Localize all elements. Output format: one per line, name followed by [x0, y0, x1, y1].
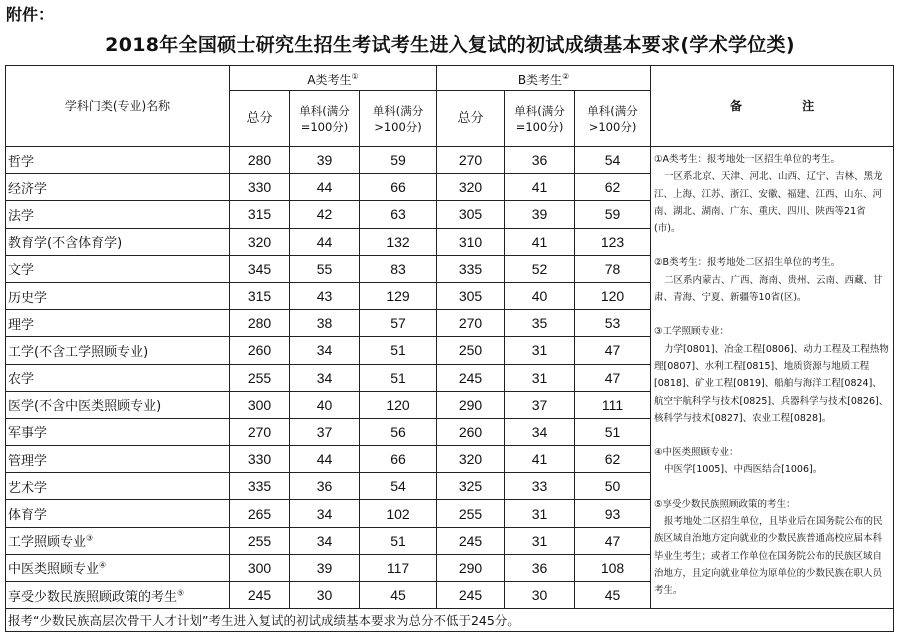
score-a-total: 260 [230, 337, 290, 364]
remark-4: ④中医类照顾专业： 中医学[1005]、中西医结合[1006]。 [654, 447, 823, 476]
score-a-s100: 39 [290, 147, 360, 174]
score-b-total: 245 [437, 582, 505, 609]
table-row [6, 147, 894, 174]
score-a-total: 280 [230, 310, 290, 337]
score-a-total: 245 [230, 582, 290, 609]
score-a-sgt100: 129 [360, 282, 437, 309]
score-b-total: 270 [437, 310, 505, 337]
score-table [5, 65, 894, 632]
header-a-single-100: 单科(满分=100分) [290, 91, 360, 147]
score-b-total: 320 [437, 446, 505, 473]
score-a-sgt100: 132 [360, 228, 437, 255]
subject-name: 中医类照顾专业 [8, 562, 100, 578]
score-b-s100: 37 [505, 391, 575, 418]
subject-name: 哲学 [8, 154, 35, 170]
remark-3: ③工学照顾专业： 力学[0801]、冶金工程[0806]、动力工程及工程热物理[0807]、水利工程[0815]、地质资源与地质工程[0818]、矿业工程[0819]、船舶与海洋工程[0824]、航空宇航科学与技术[0825]、兵器科学与技术[0826]、核科学与技术[0827]、农业工程[0828]。 [654, 326, 889, 424]
score-b-total: 310 [437, 228, 505, 255]
score-b-sgt100: 47 [575, 527, 651, 554]
score-a-sgt100: 102 [360, 500, 437, 527]
score-a-sgt100: 45 [360, 582, 437, 609]
score-a-total: 270 [230, 418, 290, 445]
subject-note-mark: ④ [99, 561, 107, 571]
score-b-total: 270 [437, 147, 505, 174]
score-b-total: 245 [437, 364, 505, 391]
score-b-s100: 41 [505, 228, 575, 255]
score-a-s100: 42 [290, 201, 360, 228]
header-a-total: 总分 [230, 91, 290, 147]
score-a-s100: 40 [290, 391, 360, 418]
score-b-total: 250 [437, 337, 505, 364]
score-b-total: 260 [437, 418, 505, 445]
header-b-single-gt100: 单科(满分>100分) [575, 91, 651, 147]
subject-name: 工学照顾专业 [8, 535, 87, 551]
subject-name: 医学(不含中医类照顾专业) [8, 399, 162, 415]
score-b-total: 325 [437, 473, 505, 500]
subject-cell [6, 255, 230, 282]
score-b-total: 290 [437, 391, 505, 418]
score-b-s100: 41 [505, 446, 575, 473]
score-b-sgt100: 54 [575, 147, 651, 174]
score-a-sgt100: 51 [360, 527, 437, 554]
score-a-total: 330 [230, 446, 290, 473]
score-b-total: 305 [437, 201, 505, 228]
subject-cell [6, 364, 230, 391]
score-a-s100: 34 [290, 527, 360, 554]
subject-name: 教育学(不含体育学) [8, 236, 123, 252]
subject-name: 经济学 [8, 181, 48, 197]
score-a-sgt100: 83 [360, 255, 437, 282]
subject-cell [6, 527, 230, 554]
header-remarks: 备 注 [651, 66, 894, 147]
score-a-sgt100: 66 [360, 446, 437, 473]
header-a-single-gt100: 单科(满分>100分) [360, 91, 437, 147]
subject-cell [6, 582, 230, 609]
subject-cell [6, 391, 230, 418]
subject-cell [6, 174, 230, 201]
subject-name: 农学 [8, 372, 35, 388]
score-b-total: 245 [437, 527, 505, 554]
score-b-s100: 33 [505, 473, 575, 500]
subject-name: 管理学 [8, 453, 48, 469]
subject-name: 工学(不含工学照顾专业) [8, 344, 149, 360]
subject-name: 艺术学 [8, 480, 48, 496]
score-a-total: 345 [230, 255, 290, 282]
score-b-s100: 40 [505, 282, 575, 309]
score-b-total: 320 [437, 174, 505, 201]
score-b-sgt100: 62 [575, 174, 651, 201]
score-b-total: 255 [437, 500, 505, 527]
score-a-s100: 44 [290, 174, 360, 201]
subject-cell [6, 337, 230, 364]
score-a-s100: 34 [290, 364, 360, 391]
score-b-s100: 36 [505, 554, 575, 581]
header-group-b: B类考生② [437, 66, 651, 91]
score-b-s100: 35 [505, 310, 575, 337]
remarks-panel [651, 147, 894, 609]
subject-name: 军事学 [8, 426, 48, 442]
subject-name: 文学 [8, 263, 35, 279]
score-a-s100: 39 [290, 554, 360, 581]
score-a-total: 315 [230, 201, 290, 228]
score-a-s100: 55 [290, 255, 360, 282]
score-a-sgt100: 51 [360, 364, 437, 391]
subject-cell [6, 473, 230, 500]
score-a-total: 280 [230, 147, 290, 174]
score-a-s100: 34 [290, 500, 360, 527]
score-b-s100: 31 [505, 527, 575, 554]
score-a-sgt100: 66 [360, 174, 437, 201]
score-a-total: 255 [230, 527, 290, 554]
score-b-sgt100: 111 [575, 391, 651, 418]
header-subject: 学科门类(专业)名称 [6, 66, 230, 147]
header-b-total: 总分 [437, 91, 505, 147]
score-a-total: 330 [230, 174, 290, 201]
subject-name: 理学 [8, 317, 35, 333]
score-b-s100: 41 [505, 174, 575, 201]
score-a-s100: 37 [290, 418, 360, 445]
score-b-sgt100: 53 [575, 310, 651, 337]
subject-note-mark: ⑤ [177, 588, 185, 598]
score-a-total: 335 [230, 473, 290, 500]
remark-5: ⑤享受少数民族照顾政策的考生： 报考地处二区招生单位，且毕业后在国务院公布的民族区域自治地方定向就业的少数民族普通高校应届本科毕业生考生；或者工作单位在国务院公布的民族区域自治地方，且定向就业单位为原单位的少数民族在职人员考生。 [654, 498, 883, 597]
subject-cell [6, 228, 230, 255]
subject-name: 享受少数民族照顾政策的考生 [8, 589, 178, 605]
score-a-sgt100: 51 [360, 337, 437, 364]
score-b-sgt100: 93 [575, 500, 651, 527]
score-b-s100: 36 [505, 147, 575, 174]
score-a-sgt100: 56 [360, 418, 437, 445]
score-a-sgt100: 54 [360, 473, 437, 500]
score-b-sgt100: 120 [575, 282, 651, 309]
subject-cell [6, 282, 230, 309]
score-a-sgt100: 63 [360, 201, 437, 228]
score-b-total: 305 [437, 282, 505, 309]
score-a-total: 315 [230, 282, 290, 309]
attachment-label: 附件： [6, 5, 55, 24]
score-b-sgt100: 45 [575, 582, 651, 609]
subject-name: 历史学 [8, 290, 48, 306]
score-b-total: 290 [437, 554, 505, 581]
score-a-s100: 44 [290, 228, 360, 255]
score-a-s100: 36 [290, 473, 360, 500]
page-title: 2018年全国硕士研究生招生考试考生进入复试的初试成绩基本要求(学术学位类) [105, 34, 795, 56]
score-a-total: 255 [230, 364, 290, 391]
header-b-single-100: 单科(满分=100分) [505, 91, 575, 147]
score-a-s100: 30 [290, 582, 360, 609]
score-a-sgt100: 59 [360, 147, 437, 174]
subject-cell [6, 310, 230, 337]
score-a-sgt100: 117 [360, 554, 437, 581]
score-b-s100: 39 [505, 201, 575, 228]
subject-cell [6, 446, 230, 473]
score-b-s100: 31 [505, 500, 575, 527]
score-a-s100: 38 [290, 310, 360, 337]
score-a-sgt100: 120 [360, 391, 437, 418]
subject-name: 体育学 [8, 508, 48, 524]
score-b-sgt100: 78 [575, 255, 651, 282]
score-b-sgt100: 62 [575, 446, 651, 473]
score-a-total: 300 [230, 554, 290, 581]
subject-cell [6, 147, 230, 174]
score-a-s100: 34 [290, 337, 360, 364]
subject-cell [6, 201, 230, 228]
score-b-sgt100: 59 [575, 201, 651, 228]
score-b-sgt100: 51 [575, 418, 651, 445]
subject-cell [6, 554, 230, 581]
score-a-sgt100: 57 [360, 310, 437, 337]
score-b-s100: 30 [505, 582, 575, 609]
score-b-total: 335 [437, 255, 505, 282]
score-b-s100: 34 [505, 418, 575, 445]
score-b-sgt100: 123 [575, 228, 651, 255]
subject-cell [6, 418, 230, 445]
subject-note-mark: ③ [86, 533, 94, 543]
score-b-s100: 52 [505, 255, 575, 282]
header-group-a: A类考生① [230, 66, 437, 91]
score-b-s100: 31 [505, 364, 575, 391]
score-a-s100: 44 [290, 446, 360, 473]
subject-name: 法学 [8, 208, 35, 224]
score-a-total: 265 [230, 500, 290, 527]
score-b-sgt100: 47 [575, 337, 651, 364]
score-b-sgt100: 108 [575, 554, 651, 581]
remark-2: ②B类考生：报考地处二区招生单位的考生。 二区系内蒙古、广西、海南、贵州、云南、西藏、甘肃、青海、宁夏、新疆等10省(区)。 [654, 257, 883, 304]
score-a-total: 320 [230, 228, 290, 255]
score-b-sgt100: 47 [575, 364, 651, 391]
subject-cell [6, 500, 230, 527]
footer-note: 报考“少数民族高层次骨干人才计划”考生进入复试的初试成绩基本要求为总分不低于245分。 [6, 609, 894, 632]
remark-1: ①A类考生：报考地处一区招生单位的考生。 一区系北京、天津、河北、山西、辽宁、吉林、黑龙江、上海、江苏、浙江、安徽、福建、江西、山东、河南、湖北、湖南、广东、重庆、四川、陕西等21省(市)。 [654, 154, 883, 235]
score-a-s100: 43 [290, 282, 360, 309]
score-a-total: 300 [230, 391, 290, 418]
score-b-sgt100: 50 [575, 473, 651, 500]
score-b-s100: 31 [505, 337, 575, 364]
